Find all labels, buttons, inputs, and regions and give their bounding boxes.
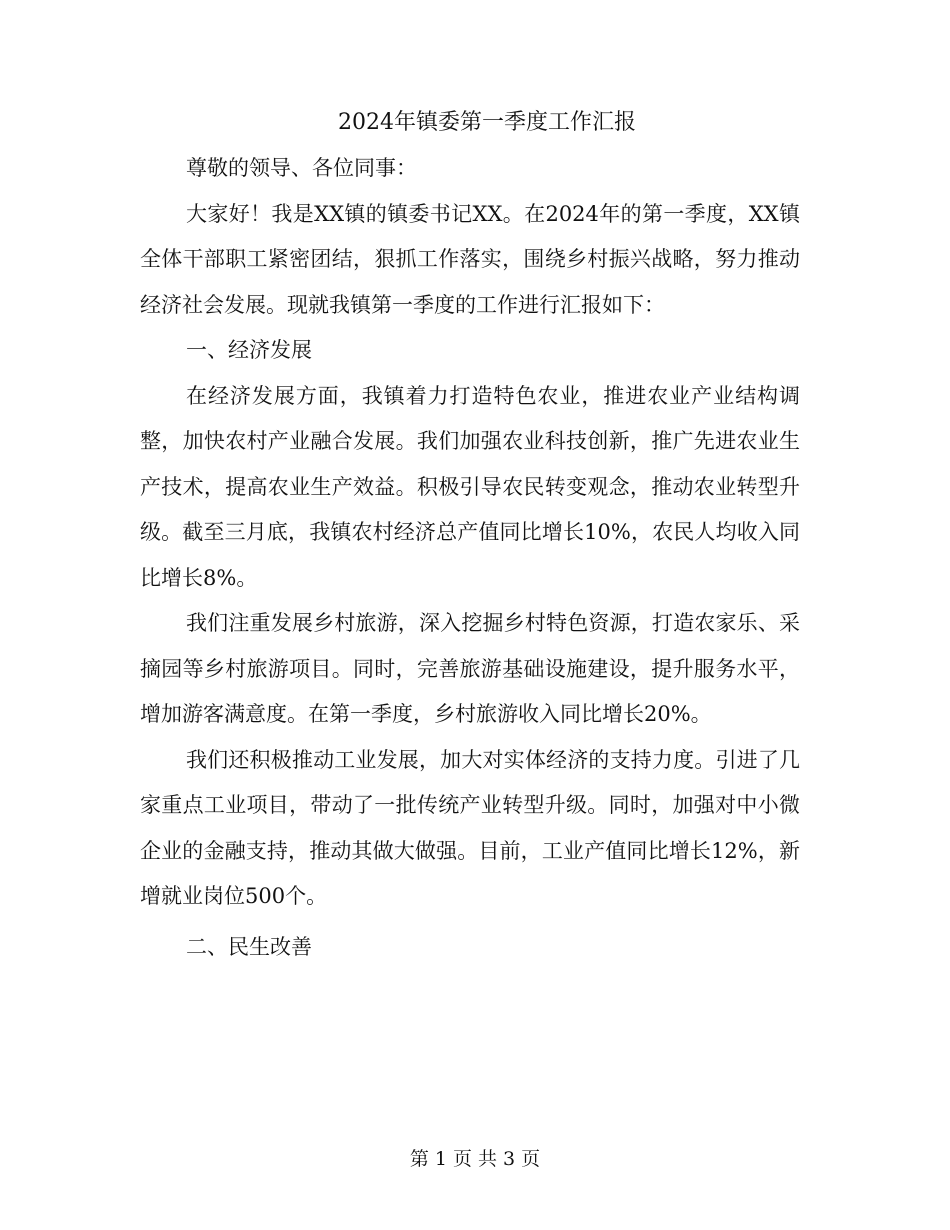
document-title: 2024年镇委第一季度工作汇报	[338, 110, 636, 135]
salutation: 尊敬的领导、各位同事：	[186, 156, 417, 180]
intro-paragraph: 大家好！我是XX镇的镇委书记XX。在2024年的第一季度，XX镇全体干部职工紧密团结，狠抓工作落实，围绕乡村振兴战略，努力推动经济社会发展。现就我镇第一季度的工作进行汇报如下：	[140, 201, 800, 317]
paragraph-rural-tourism: 我们注重发展乡村旅游，深入挖掘乡村特色资源，打造农家乐、采摘园等乡村旅游项目。同时，完善旅游基础设施建设，提升服务水平，增加游客满意度。在第一季度，乡村旅游收入同比增长20%。	[140, 611, 800, 726]
document-body	[140, 100, 800, 970]
paragraph-industry: 我们还积极推动工业发展，加大对实体经济的支持力度。引进了几家重点工业项目，带动了一批传统产业转型升级。同时，加强对中小微企业的金融支持，推动其做大做强。目前，工业产值同比增长12%，新增就业岗位500个。	[140, 747, 800, 908]
paragraph-agriculture: 在经济发展方面，我镇着力打造特色农业，推进农业产业结构调整，加快农村产业融合发展。我们加强农业科技创新，推广先进农业生产技术，提高农业生产效益。积极引导农民转变观念，推动农业转型升级。截至三月底，我镇农村经济总产值同比增长10%，农民人均收入同比增长8%。	[140, 383, 800, 590]
section-heading-livelihood: 二、民生改善	[186, 934, 312, 959]
section-heading-economy: 一、经济发展	[186, 338, 312, 362]
page-number: 第 1 页 共 3 页	[409, 1148, 541, 1170]
